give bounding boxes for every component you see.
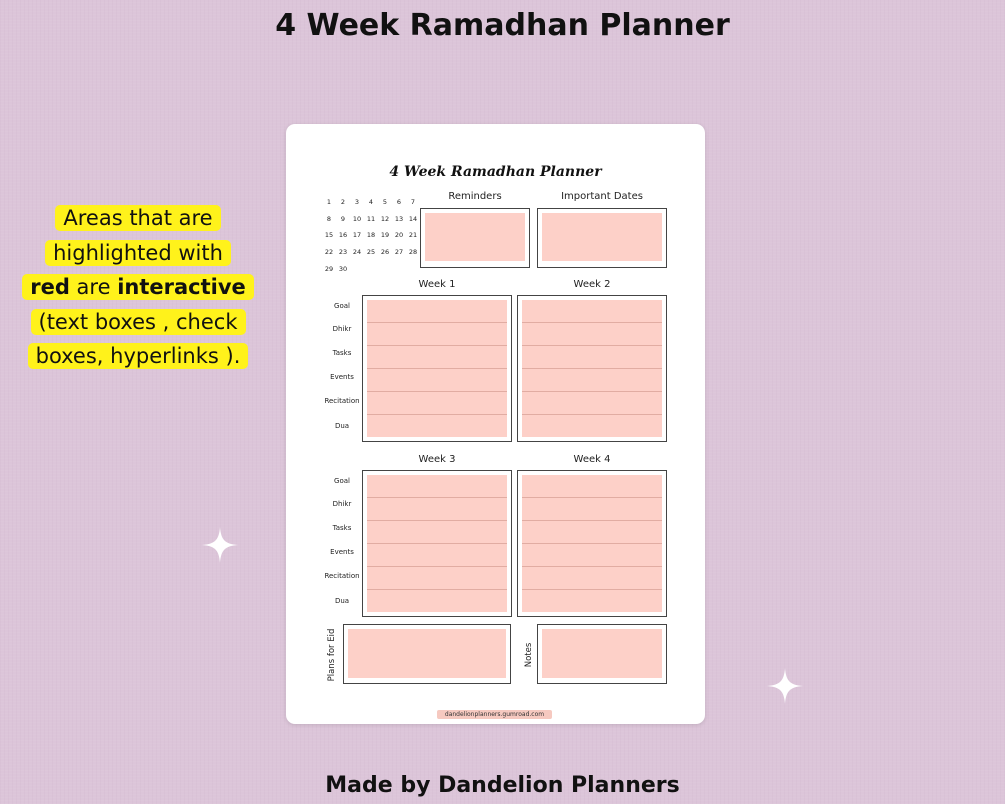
calendar-day: 17 [352, 231, 362, 240]
planner-page [286, 124, 705, 724]
calendar-day: 26 [380, 248, 390, 257]
calendar-day: 9 [340, 214, 346, 223]
row-label-goal: Goal [334, 302, 350, 310]
week-4-goal-field[interactable] [522, 475, 662, 498]
calendar-row [322, 227, 420, 244]
interactive-areas-note [14, 201, 262, 374]
calendar-day: 4 [368, 198, 374, 207]
callout-bold-interactive: interactive [117, 275, 246, 299]
week-4-dua-field[interactable] [522, 590, 662, 612]
page-title: 4 Week Ramadhan Planner [275, 8, 730, 43]
row-label-dua: Dua [334, 597, 350, 605]
row-label-dhikr: Dhikr [332, 325, 352, 333]
row-label-tasks: Tasks [332, 349, 352, 357]
week-2-box [517, 295, 667, 442]
week-2-label: Week 2 [573, 279, 611, 290]
week-2-dua-field[interactable] [522, 415, 662, 437]
calendar-day: 25 [366, 248, 376, 257]
week-1-label: Week 1 [418, 279, 456, 290]
week-1-goal-field[interactable] [367, 300, 507, 323]
gumroad-link[interactable]: dandelionplanners.gumroad.com [437, 710, 552, 719]
week-1-recitation-field[interactable] [367, 392, 507, 415]
week-4-label: Week 4 [573, 454, 611, 465]
calendar-day: 19 [380, 231, 390, 240]
calendar-row [322, 194, 420, 211]
week-2-recitation-field[interactable] [522, 392, 662, 415]
calendar-day: 29 [324, 264, 334, 273]
calendar-day: 8 [326, 214, 332, 223]
week-3-box [362, 470, 512, 617]
week-3-grid [367, 475, 507, 612]
row-label-events: Events [330, 373, 354, 381]
week-3-dhikr-field[interactable] [367, 498, 507, 521]
calendar-day: 23 [338, 248, 348, 257]
calendar-day: 18 [366, 231, 376, 240]
calendar-day: 24 [352, 248, 362, 257]
row-label-recitation: Recitation [324, 397, 360, 405]
notes-label: Notes [524, 642, 534, 668]
week-1-dua-field[interactable] [367, 415, 507, 437]
week-3-events-field[interactable] [367, 544, 507, 567]
calendar-day: 22 [324, 248, 334, 257]
calendar-day: 7 [410, 198, 416, 207]
week-1-tasks-field[interactable] [367, 346, 507, 369]
callout-mid: are [69, 275, 118, 299]
week-4-recitation-field[interactable] [522, 567, 662, 590]
week-3-tasks-field[interactable] [367, 521, 507, 544]
callout-bold-red: red [30, 275, 70, 299]
row-label-events: Events [330, 548, 354, 556]
week-2-tasks-field[interactable] [522, 346, 662, 369]
calendar-day: 15 [324, 231, 334, 240]
callout-line: Areas that are [55, 205, 220, 231]
row-label-goal: Goal [334, 477, 350, 485]
callout-line: highlighted with [45, 240, 231, 266]
reminders-textbox[interactable] [425, 213, 525, 261]
week-4-dhikr-field[interactable] [522, 498, 662, 521]
plans-for-eid-label: Plans for Eid [327, 628, 337, 682]
calendar-day: 2 [340, 198, 346, 207]
footer-credit: Made by Dandelion Planners [325, 773, 680, 798]
week-3-goal-field[interactable] [367, 475, 507, 498]
row-label-tasks: Tasks [332, 524, 352, 532]
week-3-dua-field[interactable] [367, 590, 507, 612]
week-4-tasks-field[interactable] [522, 521, 662, 544]
calendar-row [322, 244, 420, 261]
calendar-row [322, 260, 420, 277]
callout-line: (text boxes , check [31, 309, 246, 335]
calendar-day: 20 [394, 231, 404, 240]
notes-textbox[interactable] [542, 629, 662, 678]
important-dates-label: Important Dates [561, 191, 643, 202]
calendar-day: 28 [408, 248, 418, 257]
reminders-box [420, 208, 530, 268]
week-3-label: Week 3 [418, 454, 456, 465]
week-4-box [517, 470, 667, 617]
calendar-day: 3 [354, 198, 360, 207]
week-4-grid [522, 475, 662, 612]
calendar-day: 12 [380, 214, 390, 223]
important-dates-textbox[interactable] [542, 213, 662, 261]
row-label-recitation: Recitation [324, 572, 360, 580]
row-label-dhikr: Dhikr [332, 500, 352, 508]
calendar-day: 30 [338, 264, 348, 273]
planner-title: 4 Week Ramadhan Planner [389, 164, 602, 180]
calendar-day: 10 [352, 214, 362, 223]
calendar-row [322, 211, 420, 228]
plans-for-eid-textbox[interactable] [348, 629, 506, 678]
callout-line [22, 274, 254, 300]
calendar-day: 27 [394, 248, 404, 257]
calendar-day: 11 [366, 214, 376, 223]
notes-box [537, 624, 667, 684]
row-label-dua: Dua [334, 422, 350, 430]
reminders-label: Reminders [448, 191, 502, 202]
plans-for-eid-box [343, 624, 511, 684]
calendar-day: 6 [396, 198, 402, 207]
month-calendar [322, 194, 420, 277]
calendar-day: 13 [394, 214, 404, 223]
calendar-day: 16 [338, 231, 348, 240]
week-1-dhikr-field[interactable] [367, 323, 507, 346]
week-2-events-field[interactable] [522, 369, 662, 392]
calendar-day: 21 [408, 231, 418, 240]
sparkle-icon [202, 527, 238, 563]
week-2-grid [522, 300, 662, 437]
week-4-events-field[interactable] [522, 544, 662, 567]
week-3-recitation-field[interactable] [367, 567, 507, 590]
week-1-box [362, 295, 512, 442]
callout-line: boxes, hyperlinks ). [28, 343, 249, 369]
calendar-day: 1 [326, 198, 332, 207]
week-1-events-field[interactable] [367, 369, 507, 392]
week-2-dhikr-field[interactable] [522, 323, 662, 346]
important-dates-box [537, 208, 667, 268]
week-1-grid [367, 300, 507, 437]
calendar-day: 5 [382, 198, 388, 207]
sparkle-icon [767, 668, 803, 704]
calendar-day: 14 [408, 214, 418, 223]
week-2-goal-field[interactable] [522, 300, 662, 323]
